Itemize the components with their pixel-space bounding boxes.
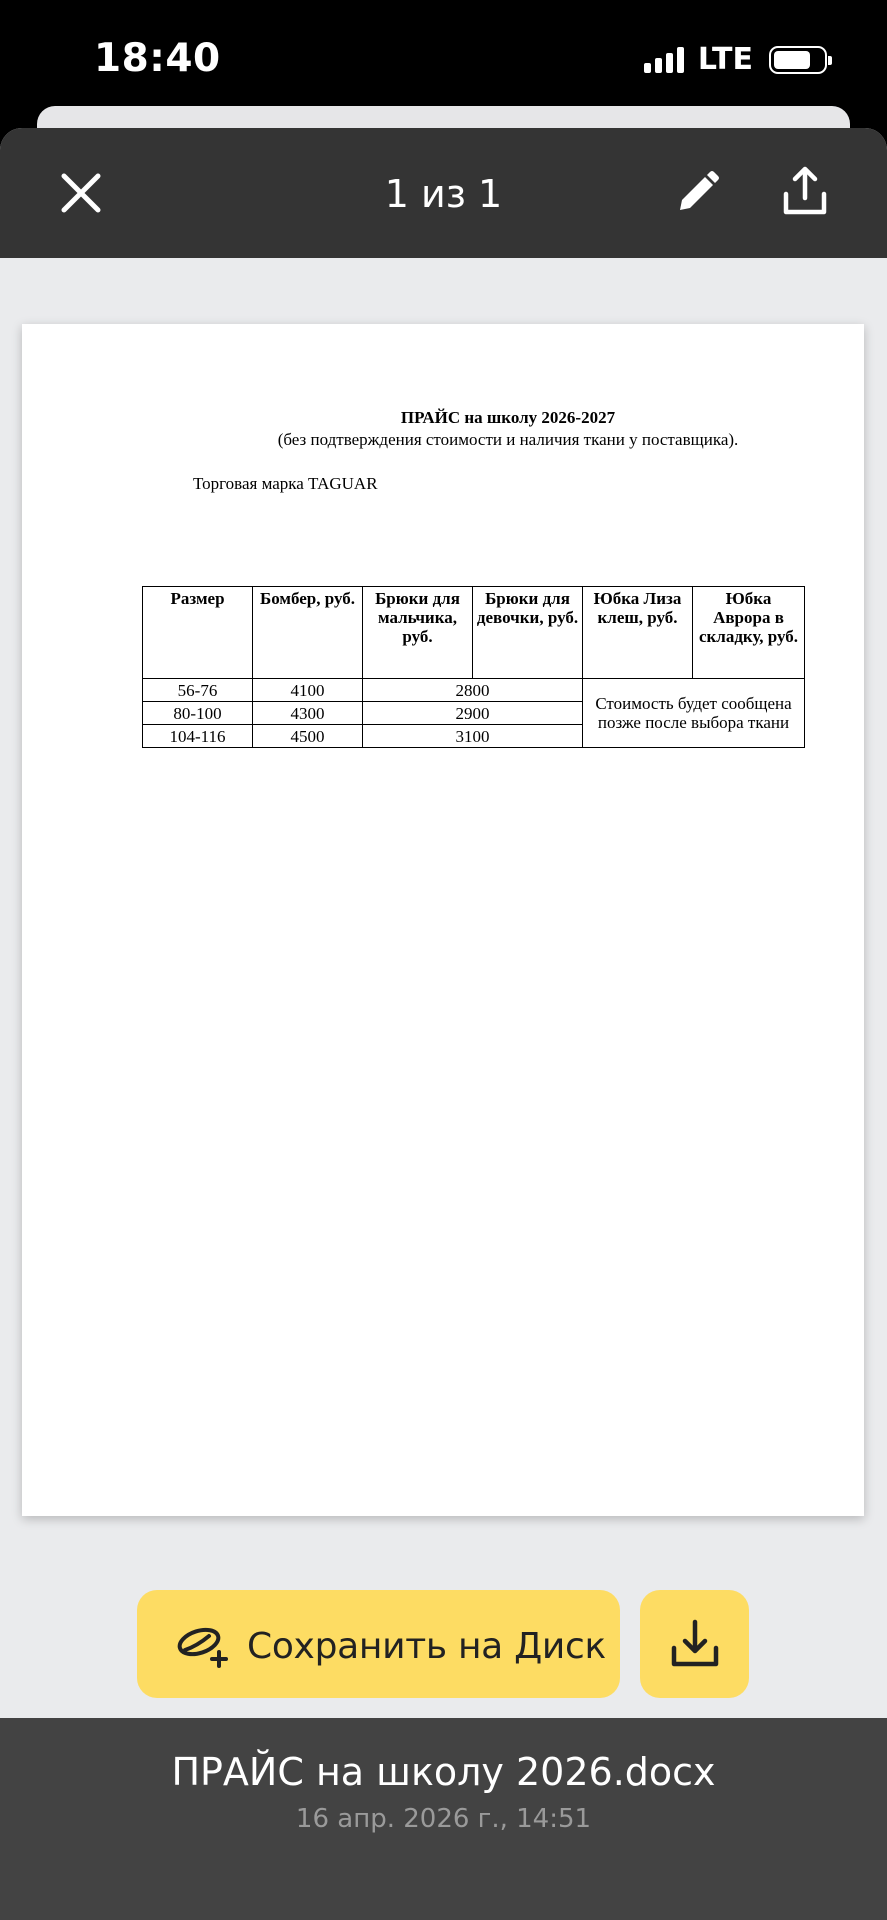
status-bar bbox=[0, 0, 887, 110]
status-time: 18:40 bbox=[94, 36, 221, 81]
header-skirt-avrora: Юбка Аврора в складку, руб. bbox=[693, 587, 805, 679]
header-bomber: Бомбер, руб. bbox=[253, 587, 363, 679]
document-page[interactable] bbox=[22, 324, 864, 1516]
size-cell: 56-76 bbox=[143, 679, 253, 702]
document-viewer bbox=[0, 128, 887, 1920]
trousers-price-cell: 2800 bbox=[363, 679, 583, 702]
bomber-price-cell: 4300 bbox=[253, 702, 363, 725]
file-name: ПРАЙС на школу 2026.docx bbox=[171, 1750, 716, 1794]
viewer-toolbar bbox=[0, 128, 887, 258]
file-date: 16 апр. 2026 г., 14:51 bbox=[295, 1804, 592, 1834]
status-indicators bbox=[644, 42, 827, 77]
disk-add-icon bbox=[175, 1622, 229, 1668]
header-skirt-liza: Юбка Лиза клеш, руб. bbox=[583, 587, 693, 679]
size-cell: 104-116 bbox=[143, 725, 253, 748]
edit-button[interactable] bbox=[672, 168, 722, 218]
network-type: LTE bbox=[697, 42, 753, 77]
file-info-bar bbox=[0, 1718, 887, 1920]
header-trousers-boy: Брюки для мальчика, руб. bbox=[363, 587, 473, 679]
bomber-price-cell: 4500 bbox=[253, 725, 363, 748]
pencil-icon bbox=[672, 168, 722, 218]
skirts-note-cell: Стоимость будет сообщена позже после выбора ткани bbox=[583, 679, 805, 748]
header-trousers-girl: Брюки для девочки, руб. bbox=[473, 587, 583, 679]
header-size: Размер bbox=[143, 587, 253, 679]
document-subtitle: (без подтверждения стоимости и наличия ткани у поставщика). bbox=[277, 430, 739, 449]
size-cell: 80-100 bbox=[143, 702, 253, 725]
share-icon bbox=[778, 164, 832, 218]
price-table bbox=[142, 586, 805, 748]
signal-icon bbox=[644, 47, 684, 73]
trousers-price-cell: 3100 bbox=[363, 725, 583, 748]
table-header-row bbox=[143, 587, 805, 679]
save-button-label: Сохранить на Диск bbox=[247, 1626, 606, 1667]
bomber-price-cell: 4100 bbox=[253, 679, 363, 702]
page-counter: 1 из 1 bbox=[384, 172, 503, 216]
download-button[interactable] bbox=[640, 1590, 749, 1698]
trousers-price-cell: 2900 bbox=[363, 702, 583, 725]
share-button[interactable] bbox=[778, 164, 832, 218]
table-row bbox=[143, 679, 805, 702]
document-title: ПРАЙС на школу 2026-2027 bbox=[400, 408, 616, 427]
document-brand: Торговая марка TAGUAR bbox=[193, 474, 378, 493]
battery-icon bbox=[769, 46, 827, 74]
save-to-disk-button[interactable] bbox=[137, 1590, 620, 1698]
download-icon bbox=[669, 1618, 721, 1670]
